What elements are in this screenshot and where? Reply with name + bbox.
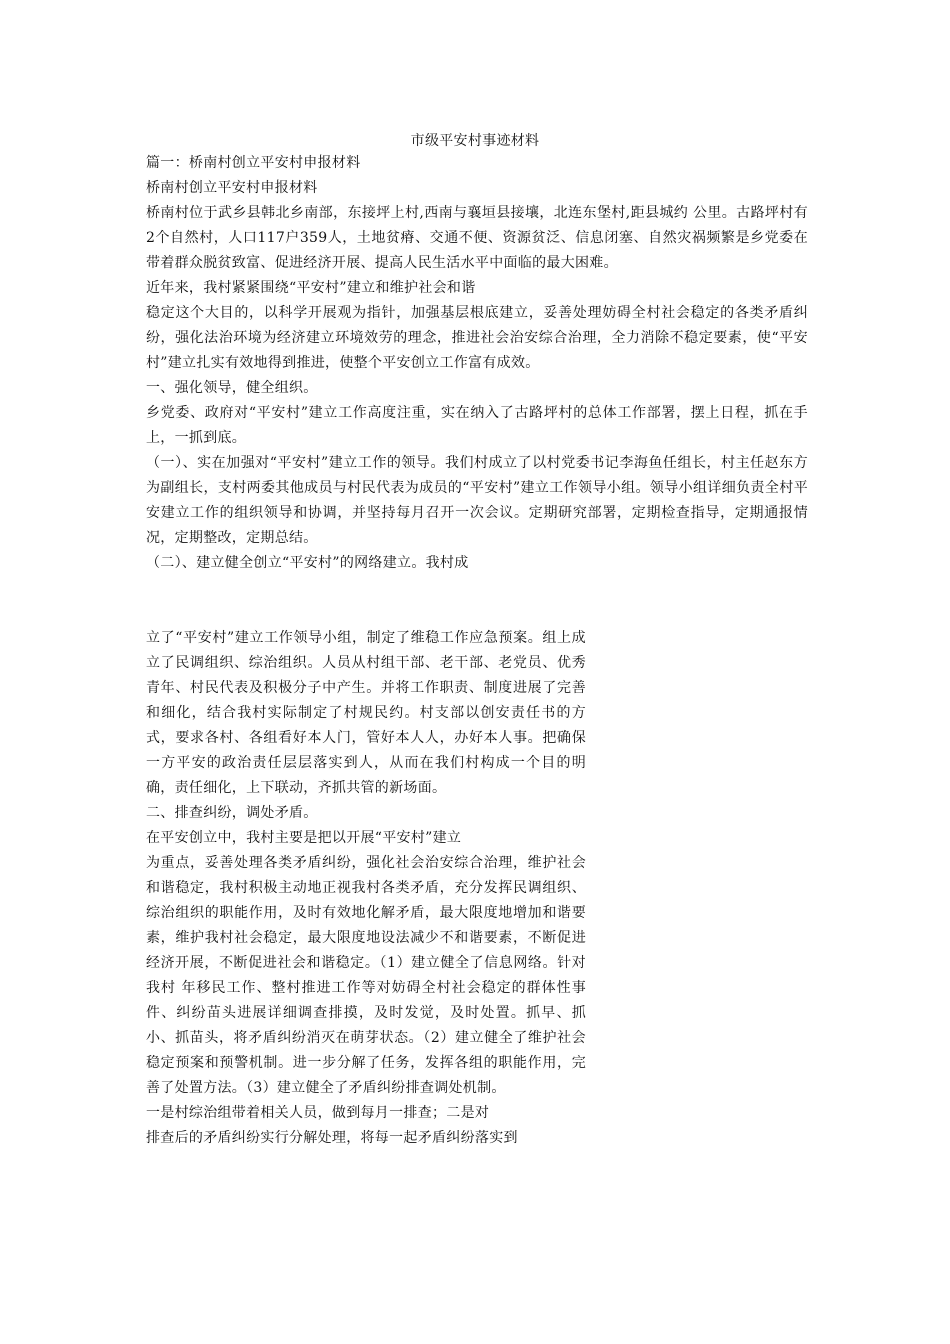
paragraph-village-intro: 桥南村位于武乡县韩北乡南部，东接坪上村,西南与襄垣县接壤，北连东堡村,距县城约 公里。古路坪村有2个自然村，人口117户359人，土地贫瘠、交通不便、资源贫泛、信息闭塞、自然灾祸频繁是乡党委在带着群众脱贫致富、促进经济开展、提高人民生活水平中面临的最大困难。 xyxy=(146,205,808,271)
document-body-wide xyxy=(146,151,808,576)
document-title: 市级平安村事迹材料 xyxy=(410,133,540,149)
paragraph-monthly-check-lead: 一是村综治组带着相关人员，做到每月一排查；二是对 xyxy=(146,1105,490,1121)
section-heading-leadership: 一、强化领导，健全组织。 xyxy=(146,380,318,396)
paragraph-network-lead: （二）、建立健全创立“平安村”的网络建立。我村成 xyxy=(146,555,469,571)
paragraph-disputes: 为重点，妥善处理各类矛盾纠纷，强化社会治安综合治理，维护社会和谐稳定，我村积极主动地正视我村各类矛盾，充分发挥民调组织、综治组织的职能作用，及时有效地化解矛盾，最大限度地增加和谐要素，维护我村社会稳定，最大限度地设法减少不和谐要素，不断促进经济开展，不断促进社会和谐稳定。（1）建立健全了信息网络。针对我村 年移民工作、整村推进工作等对妨碍全村社会稳定的群体性事件、纠纷苗头进展详细调查排摸，及时发觉，及时处置。抓早、抓小、抓苗头，将矛盾纠纷消灭在萌芽状态。（2）建立健全了维护社会稳定预案和预警机制。进一步分解了任务，发挥各组的职能作用，完善了处置方法。（3）建立健全了矛盾纠纷排查调处机制。 xyxy=(146,855,586,1096)
paragraph-network: 立了“平安村”建立工作领导小组，制定了维稳工作应急预案。组上成立了民调组织、综治组织。人员从村组干部、老干部、老党员、优秀青年、村民代表及积极分子中产生。并将工作职责、制度进展了完善和细化，结合我村实际制定了村规民约。村支部以创安责任书的方式，要求各村、各组看好本人门，管好本人人，办好本人事。把确保一方平安的政治责任层层落实到人，从而在我们村构成一个目的明确，责任细化，上下联动，齐抓共管的新场面。 xyxy=(146,630,586,796)
heading-application: 桥南村创立平安村申报材料 xyxy=(146,180,318,196)
paragraph-monthly-check: 排查后的矛盾纠纷实行分解处理，将每一起矛盾纠纷落实到 xyxy=(146,1130,518,1146)
paragraph-party-committee: 乡党委、政府对“平安村”建立工作高度注重，实在纳入了古路坪村的总体工作部署，摆上日程，抓在手上，一抓到底。 xyxy=(146,405,808,446)
section-heading-disputes: 二、排查纠纷，调处矛盾。 xyxy=(146,805,318,821)
paragraph-recent-years-lead: 近年来，我村紧紧围绕“平安村”建立和维护社会和谐 xyxy=(146,280,476,296)
heading-part-one: 篇一：桥南村创立平安村申报材料 xyxy=(146,155,361,171)
paragraph-leadership-group: （一）、实在加强对“平安村”建立工作的领导。我们村成立了以村党委书记李海鱼任组长，村主任赵东方为副组长，支村两委其他成员与村民代表为成员的“平安村”建立工作领导小组。领导小组详细负责全村平安建立工作的组织领导和协调，并坚持每月召开一次会议。定期研究部署，定期检查指导，定期通报情况，定期整改，定期总结。 xyxy=(146,455,808,546)
document-body-narrow xyxy=(146,626,586,1151)
paragraph-recent-years: 稳定这个大目的，以科学开展观为指针，加强基层根底建立，妥善处理妨碍全村社会稳定的各类矛盾纠纷，强化法治环境为经济建立环境效劳的理念，推进社会治安综合治理，全力消除不稳定要素，使“平安村”建立扎实有效地得到推进，使整个平安创立工作富有成效。 xyxy=(146,305,808,371)
paragraph-disputes-lead: 在平安创立中，我村主要是把以开展“平安村”建立 xyxy=(146,830,462,846)
